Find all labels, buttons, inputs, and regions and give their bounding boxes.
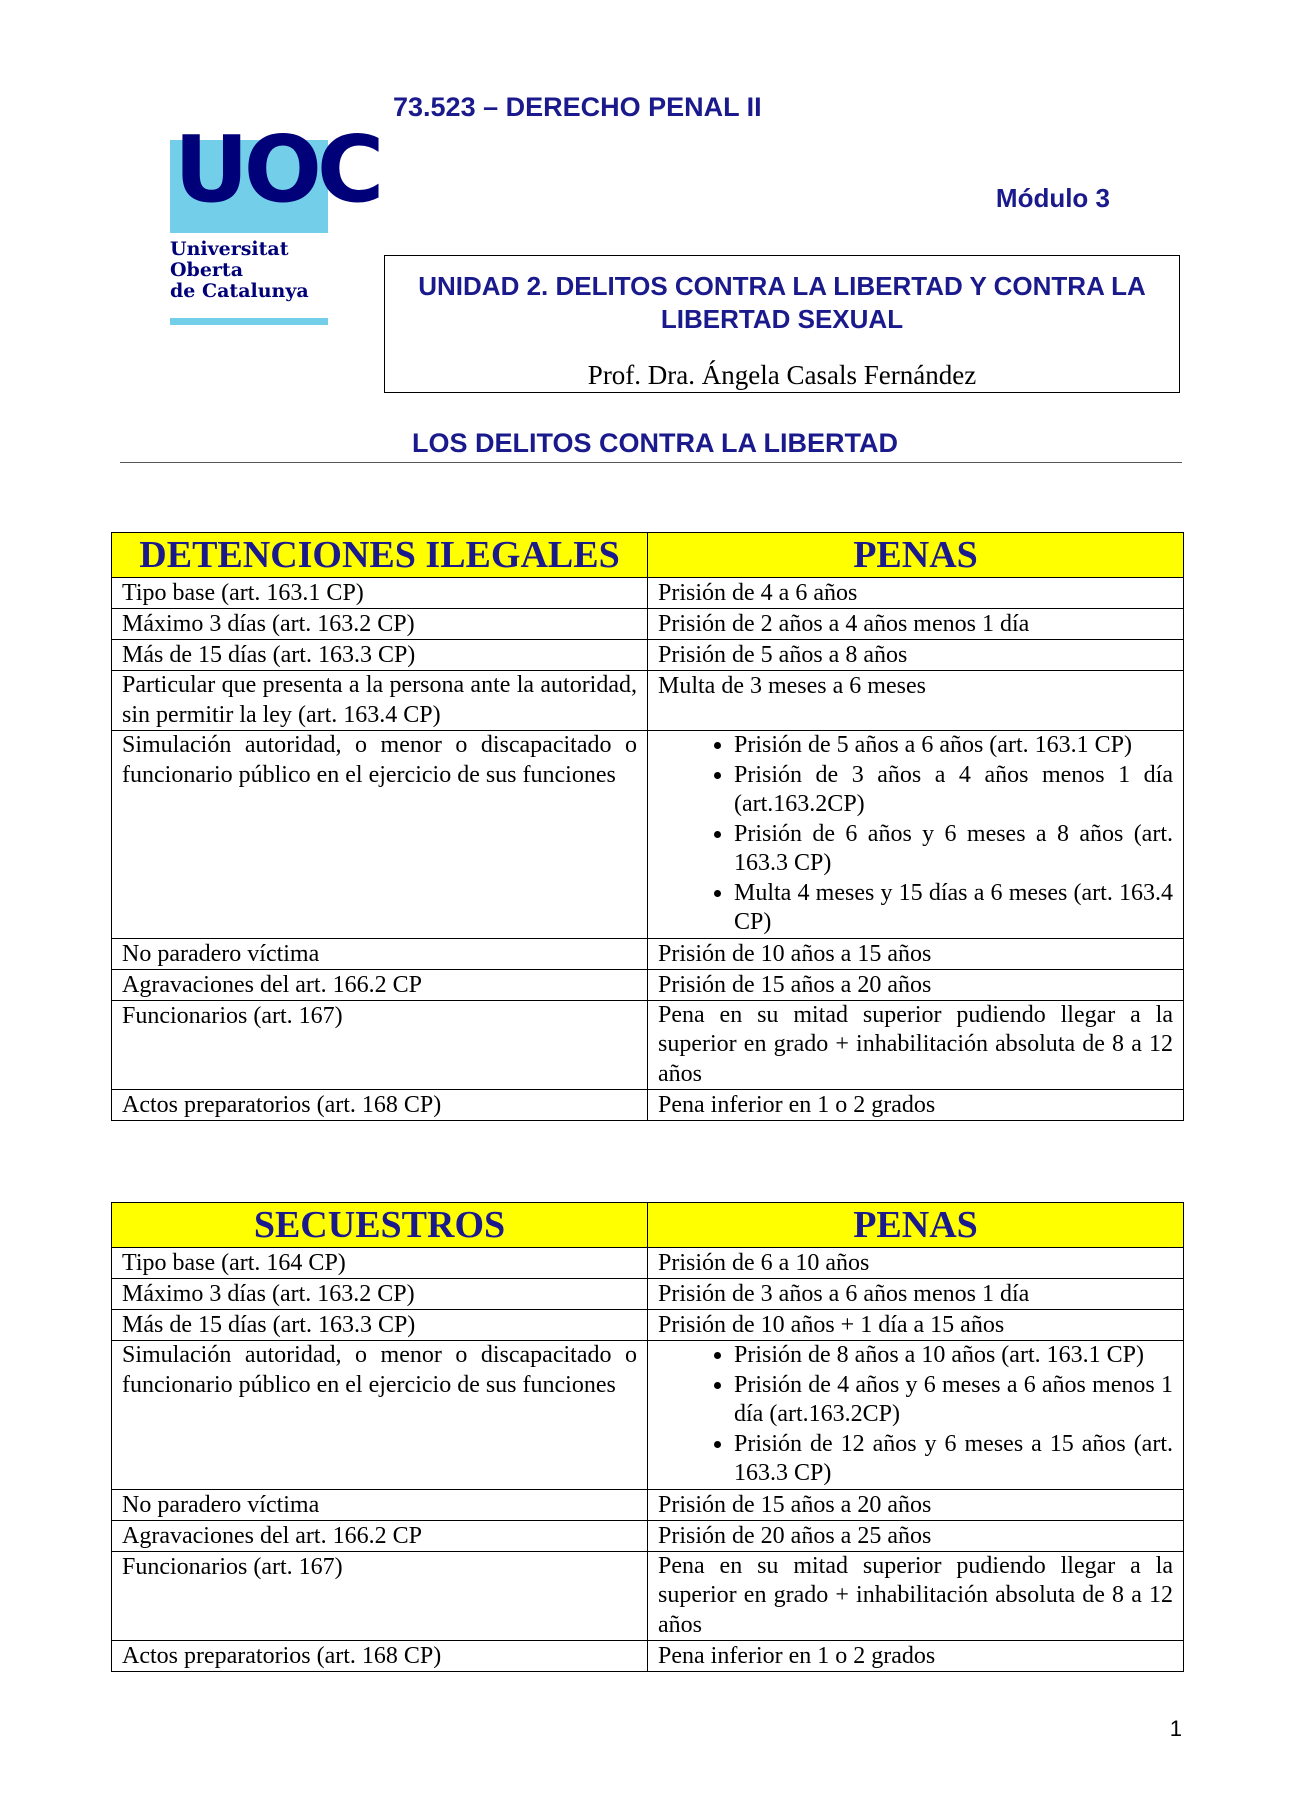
unit-title: UNIDAD 2. DELITOS CONTRA LA LIBERTAD Y CONTRA LA LIBERTAD SEXUAL [418, 271, 1146, 334]
crime-cell: Actos preparatorios (art. 168 CP) [112, 1641, 648, 1672]
crime-cell: No paradero víctima [112, 1489, 648, 1520]
crime-cell: No paradero víctima [112, 938, 648, 969]
uoc-logo-mark-box [170, 116, 380, 233]
crime-cell: Máximo 3 días (art. 163.2 CP) [112, 609, 648, 640]
table-row [112, 1341, 1184, 1490]
penalty-cell: Pena inferior en 1 o 2 grados [648, 1641, 1184, 1672]
penalty-cell [648, 731, 1184, 939]
table-row [112, 1641, 1184, 1672]
table-row [112, 731, 1184, 939]
table-row [112, 578, 1184, 609]
penalty-cell: Prisión de 4 a 6 años [648, 578, 1184, 609]
uoc-logo-underline [170, 318, 328, 325]
penalty-list-item: • Prisión de 4 años y 6 meses a 6 años menos 1 día (art.163.2CP) [734, 1371, 1173, 1430]
table-row [112, 671, 1184, 731]
table-row [112, 1551, 1184, 1641]
crime-cell: Más de 15 días (art. 163.3 CP) [112, 640, 648, 671]
uoc-logo-text [170, 239, 309, 302]
penalty-list-item: • Prisión de 5 años a 6 años (art. 163.1 CP) [734, 731, 1173, 761]
course-code: 73.523 – DERECHO PENAL II [393, 92, 762, 122]
module-label: Módulo 3 [995, 183, 1110, 213]
penalty-cell: Multa de 3 meses a 6 meses [648, 671, 1184, 731]
table-row [112, 1000, 1184, 1090]
uoc-logo-mark: UOC [174, 116, 380, 223]
unit-box [384, 255, 1180, 393]
uoc-logo [170, 116, 380, 326]
section-title: LOS DELITOS CONTRA LA LIBERTAD [412, 428, 898, 458]
crime-cell: Agravaciones del art. 166.2 CP [112, 1520, 648, 1551]
table-row [112, 1279, 1184, 1310]
penalty-cell: Prisión de 15 años a 20 años [648, 969, 1184, 1000]
crime-cell: Tipo base (art. 163.1 CP) [112, 578, 648, 609]
crime-cell: Tipo base (art. 164 CP) [112, 1248, 648, 1279]
table-row [112, 1248, 1184, 1279]
column-header-penalty: PENAS [648, 1203, 1184, 1248]
uoc-logo-line-2: Oberta [170, 259, 244, 281]
detenciones-ilegales-table [111, 532, 1184, 1121]
unit-professor: Prof. Dra. Ángela Casals Fernández [587, 360, 977, 390]
table-header-row [112, 1203, 1184, 1248]
secuestros-table [111, 1202, 1184, 1672]
section-divider [120, 462, 1182, 463]
crime-cell: Simulación autoridad, o menor o discapacitado o funcionario público en el ejercicio de sus funciones [112, 731, 648, 939]
penalty-cell: Prisión de 15 años a 20 años [648, 1489, 1184, 1520]
table-row [112, 609, 1184, 640]
crime-cell: Funcionarios (art. 167) [112, 1000, 648, 1090]
penalty-cell: Pena inferior en 1 o 2 grados [648, 1090, 1184, 1121]
penalty-cell: Pena en su mitad superior pudiendo llegar a la superior en grado + inhabilitación absoluta de 8 a 12 años [648, 1000, 1184, 1090]
table-row [112, 1489, 1184, 1520]
penalty-cell: Pena en su mitad superior pudiendo llegar a la superior en grado + inhabilitación absoluta de 8 a 12 años [648, 1551, 1184, 1641]
table-row [112, 969, 1184, 1000]
penalty-list-item: • Prisión de 6 años y 6 meses a 8 años (art. 163.3 CP) [734, 820, 1173, 879]
uoc-logo-line-1: Universitat [170, 238, 289, 260]
table-row [112, 1520, 1184, 1551]
crime-cell: Actos preparatorios (art. 168 CP) [112, 1090, 648, 1121]
column-header-penalty: PENAS [648, 533, 1184, 578]
penalty-cell: Prisión de 3 años a 6 años menos 1 día [648, 1279, 1184, 1310]
crime-cell: Agravaciones del art. 166.2 CP [112, 969, 648, 1000]
crime-cell: Funcionarios (art. 167) [112, 1551, 648, 1641]
penalty-cell: Prisión de 5 años a 8 años [648, 640, 1184, 671]
crime-cell: Máximo 3 días (art. 163.2 CP) [112, 1279, 648, 1310]
penalty-cell: Prisión de 10 años + 1 día a 15 años [648, 1310, 1184, 1341]
penalty-list-item: • Prisión de 3 años a 4 años menos 1 día (art.163.2CP) [734, 761, 1173, 820]
column-header-crime: SECUESTROS [112, 1203, 648, 1248]
crime-cell: Simulación autoridad, o menor o discapacitado o funcionario público en el ejercicio de sus funciones [112, 1341, 648, 1490]
crime-cell: Más de 15 días (art. 163.3 CP) [112, 1310, 648, 1341]
penalty-cell [648, 1341, 1184, 1490]
penalty-list-item: • Prisión de 12 años y 6 meses a 15 años (art. 163.3 CP) [734, 1430, 1173, 1489]
column-header-crime: DETENCIONES ILEGALES [112, 533, 648, 578]
penalty-cell: Prisión de 10 años a 15 años [648, 938, 1184, 969]
table-row [112, 938, 1184, 969]
table-row [112, 1090, 1184, 1121]
penalty-cell: Prisión de 20 años a 25 años [648, 1520, 1184, 1551]
page-number: 1 [1169, 1716, 1182, 1741]
penalty-cell: Prisión de 6 a 10 años [648, 1248, 1184, 1279]
penalty-list-item: • Multa 4 meses y 15 días a 6 meses (art. 163.4 CP) [734, 879, 1173, 938]
penalty-list [658, 1341, 1173, 1489]
table-header-row [112, 533, 1184, 578]
penalty-list-item: • Prisión de 8 años a 10 años (art. 163.1 CP) [734, 1341, 1173, 1371]
penalty-list [658, 731, 1173, 938]
table-row [112, 1310, 1184, 1341]
crime-cell: Particular que presenta a la persona ante la autoridad, sin permitir la ley (art. 163.4 CP) [112, 671, 648, 731]
uoc-logo-line-3: de Catalunya [170, 280, 309, 302]
penalty-cell: Prisión de 2 años a 4 años menos 1 día [648, 609, 1184, 640]
table-row [112, 640, 1184, 671]
